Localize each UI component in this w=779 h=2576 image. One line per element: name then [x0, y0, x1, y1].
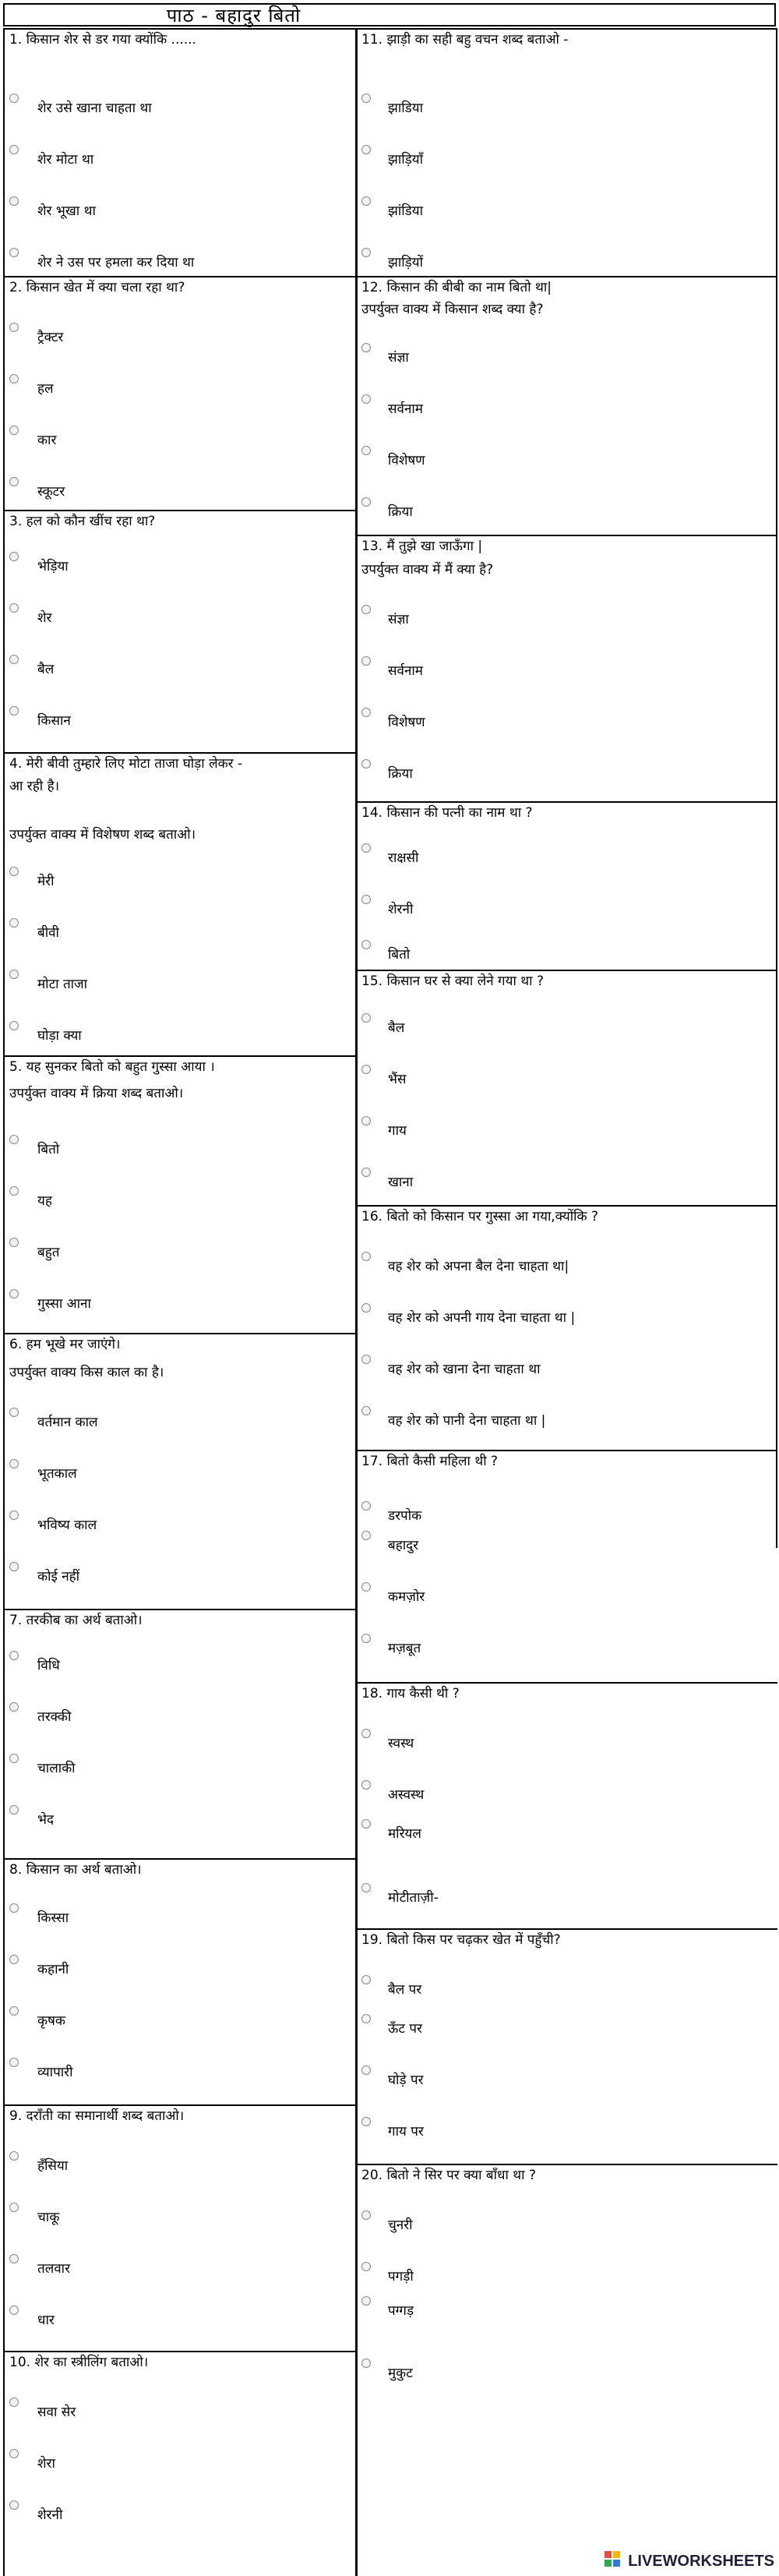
question-6-option[interactable] — [3, 1459, 346, 1482]
question-16-option[interactable] — [357, 1406, 762, 1429]
question-20-option[interactable] — [357, 2359, 762, 2382]
option-label: राक्षसी — [388, 850, 419, 866]
question-11-option[interactable] — [357, 94, 762, 117]
question-13-option[interactable] — [357, 605, 762, 628]
radio-button-icon[interactable] — [9, 1289, 19, 1299]
question-5-option[interactable] — [3, 1186, 346, 1210]
option-label: ऊँट पर — [388, 2021, 422, 2037]
question-1-text: 1. किसान शेर से डर गया क्योंकि ...... — [9, 32, 196, 48]
question-7-option[interactable] — [3, 1754, 346, 1777]
radio-button-icon[interactable] — [361, 145, 371, 154]
radio-button-icon[interactable] — [361, 1883, 371, 1892]
option-label: हल — [37, 381, 54, 397]
question-16-option[interactable] — [357, 1355, 762, 1378]
question-19-option[interactable] — [357, 2065, 762, 2089]
radio-button-icon[interactable] — [9, 2500, 19, 2510]
question-20-option[interactable] — [357, 2210, 762, 2234]
left-column — [3, 28, 355, 2576]
option-label: मज़बूत — [388, 1641, 421, 1656]
radio-button-icon[interactable] — [361, 343, 371, 352]
option-label: विधि — [37, 1658, 60, 1673]
question-3-option[interactable] — [3, 655, 346, 678]
question-4-option[interactable] — [3, 918, 346, 942]
radio-button-icon[interactable] — [361, 843, 371, 853]
question-1-option[interactable] — [3, 94, 346, 117]
question-16-option[interactable] — [357, 1303, 762, 1327]
radio-button-icon[interactable] — [361, 2262, 371, 2271]
question-separator — [3, 2104, 357, 2106]
option-label: झाड़ियाँ — [388, 152, 424, 168]
question-9-option[interactable] — [3, 2151, 346, 2175]
option-label: मरियल — [388, 1826, 421, 1842]
radio-button-icon[interactable] — [9, 1702, 19, 1712]
question-14-text: 14. किसान की पत्नी का नाम था ? — [361, 805, 533, 821]
question-10-option[interactable] — [3, 2449, 346, 2472]
radio-button-icon[interactable] — [9, 1955, 19, 1964]
radio-button-icon[interactable] — [361, 940, 371, 949]
radio-button-icon[interactable] — [9, 1754, 19, 1763]
radio-button-icon[interactable] — [361, 708, 371, 717]
option-label: भूतकाल — [37, 1466, 77, 1482]
option-label: तरक्की — [37, 1709, 72, 1725]
radio-button-icon[interactable] — [361, 497, 371, 507]
question-3-text: 3. हल को कौन खींच रहा था? — [9, 514, 156, 529]
question-9-option[interactable] — [3, 2306, 346, 2329]
radio-button-icon[interactable] — [361, 2210, 371, 2220]
question-separator — [3, 1333, 357, 1334]
option-label: स्कूटर — [37, 484, 65, 500]
radio-button-icon[interactable] — [9, 603, 19, 613]
question-19-option[interactable] — [357, 2014, 762, 2037]
question-separator — [355, 535, 777, 536]
radio-button-icon[interactable] — [361, 1501, 371, 1511]
question-separator — [355, 801, 777, 803]
question-12-option[interactable] — [357, 394, 762, 418]
question-5-option[interactable] — [3, 1289, 346, 1313]
question-15-option[interactable] — [357, 1013, 762, 1037]
question-18-option[interactable] — [357, 1729, 762, 1752]
option-label: मुकुट — [388, 2366, 413, 2381]
radio-button-icon[interactable] — [361, 1013, 371, 1023]
question-4-text: 4. मेरी बीवी तुम्हारे लिए मोटा ताजा घोड़ा लेकर - — [9, 756, 243, 772]
radio-button-icon[interactable] — [9, 2006, 19, 2016]
radio-button-icon[interactable] — [9, 1511, 19, 1520]
question-11-option[interactable] — [357, 196, 762, 220]
question-18-option[interactable] — [357, 1780, 762, 1804]
question-6-text: 6. हम भूखे मर जाएंगे। — [9, 1337, 121, 1352]
option-label: झाडिया — [388, 101, 424, 116]
option-label: कृषक — [37, 2013, 65, 2029]
radio-button-icon[interactable] — [9, 477, 19, 486]
radio-button-icon[interactable] — [361, 2065, 371, 2075]
question-14-option[interactable] — [357, 843, 762, 867]
option-label: पगड़ी — [388, 2269, 414, 2284]
question-separator — [355, 276, 777, 277]
question-13-option[interactable] — [357, 656, 762, 680]
question-17-text: 17. बितो कैसी महिला थी ? — [361, 1454, 499, 1469]
option-label: शेर — [37, 610, 52, 626]
question-6-option[interactable] — [3, 1511, 346, 1534]
radio-button-icon[interactable] — [361, 248, 371, 257]
question-separator — [355, 970, 777, 971]
option-label: संज्ञा — [388, 350, 409, 366]
option-label: मोटा ताजा — [37, 977, 88, 992]
question-7-option[interactable] — [3, 1702, 346, 1726]
option-label: वह शेर को खाना देना चाहता था — [388, 1362, 541, 1377]
option-label: झाड़ियों — [388, 255, 424, 270]
question-2-option[interactable] — [3, 426, 346, 449]
option-label: शेरनी — [37, 2507, 63, 2523]
option-label: किसान — [37, 713, 71, 729]
radio-button-icon[interactable] — [9, 145, 19, 154]
question-5-option[interactable] — [3, 1238, 346, 1261]
option-label: शेर मोटा था — [37, 152, 94, 168]
option-label: चालाकी — [37, 1761, 76, 1776]
radio-button-icon[interactable] — [9, 1135, 19, 1144]
radio-button-icon[interactable] — [361, 1065, 371, 1074]
question-20-text: 20. बितो ने सिर पर क्या बाँधा था ? — [361, 2168, 536, 2183]
question-1-option[interactable] — [3, 145, 346, 168]
question-separator — [355, 28, 777, 30]
liveworksheets-logo — [605, 2551, 774, 2571]
radio-button-icon[interactable] — [9, 2151, 19, 2161]
radio-button-icon[interactable] — [9, 1021, 19, 1030]
question-7-option[interactable] — [3, 1651, 346, 1674]
question-3-option[interactable] — [3, 706, 346, 730]
question-19-text: 19. बितो किस पर चढ़कर खेत में पहुँची? — [361, 1932, 561, 1948]
radio-button-icon[interactable] — [361, 2014, 371, 2023]
radio-button-icon[interactable] — [9, 196, 19, 206]
radio-button-icon[interactable] — [361, 196, 371, 206]
question-19-option[interactable] — [357, 1975, 762, 1998]
option-label: वह शेर को पानी देना चाहता था | — [388, 1413, 546, 1429]
option-label: गाय — [388, 1123, 407, 1139]
radio-button-icon[interactable] — [9, 2058, 19, 2067]
radio-button-icon[interactable] — [9, 2254, 19, 2263]
option-label: ट्रैक्टर — [37, 330, 64, 345]
question-7-option[interactable] — [3, 1805, 346, 1829]
question-3-option[interactable] — [3, 603, 346, 627]
option-label: शेर उसे खाना चाहता था — [37, 101, 152, 116]
question-separator — [3, 276, 357, 277]
radio-button-icon[interactable] — [361, 895, 371, 904]
radio-button-icon[interactable] — [9, 552, 19, 561]
option-label: किस्सा — [37, 1910, 69, 1926]
option-label: मेरी — [37, 874, 55, 889]
question-8-option[interactable] — [3, 2006, 346, 2030]
option-label: स्वस्थ — [388, 1736, 414, 1751]
question-8-option[interactable] — [3, 2058, 346, 2081]
question-15-option[interactable] — [357, 1065, 762, 1088]
question-separator — [3, 1858, 357, 1860]
radio-button-icon[interactable] — [9, 1238, 19, 1247]
question-19-option[interactable] — [357, 2117, 762, 2140]
question-15-text: 15. किसान घर से क्या लेने गया था ? — [361, 974, 544, 989]
question-17-option[interactable] — [357, 1531, 762, 1554]
radio-button-icon[interactable] — [361, 446, 371, 455]
question-8-text: 8. किसान का अर्थ बताओ। — [9, 1862, 142, 1878]
option-label: विशेषण — [388, 715, 425, 730]
question-4-option[interactable] — [3, 1021, 346, 1044]
question-separator — [3, 510, 357, 511]
question-4-subtext: आ रही है। — [9, 779, 60, 794]
question-12-option[interactable] — [357, 343, 762, 366]
question-18-option[interactable] — [357, 1883, 762, 1906]
option-label: सवा सेर — [37, 2405, 76, 2420]
option-label: बितो — [388, 947, 411, 963]
question-20-option[interactable] — [357, 2262, 762, 2285]
question-4-option[interactable] — [3, 970, 346, 993]
radio-button-icon[interactable] — [9, 970, 19, 979]
question-18-option[interactable] — [357, 1819, 762, 1843]
question-8-option[interactable] — [3, 1903, 346, 1927]
option-label: डरपोक — [388, 1508, 422, 1524]
option-label: वह शेर को अपनी गाय देना चाहता था | — [388, 1310, 576, 1326]
liveworksheets-logo-icon — [605, 2551, 625, 2571]
radio-button-icon[interactable] — [361, 1355, 371, 1364]
radio-button-icon[interactable] — [9, 1186, 19, 1196]
option-label: बैल — [37, 662, 55, 677]
radio-button-icon[interactable] — [361, 394, 371, 404]
option-label: धार — [37, 2313, 55, 2328]
option-label: भैंस — [388, 1072, 407, 1087]
question-2-text: 2. किसान खेत में क्या चला रहा था? — [9, 280, 185, 295]
option-label: भेड़िया — [37, 559, 69, 574]
option-label: हँसिया — [37, 2158, 69, 2174]
question-14-option[interactable] — [357, 895, 762, 918]
option-label: बहादुर — [388, 1538, 419, 1553]
question-17-option[interactable] — [357, 1582, 762, 1606]
radio-button-icon[interactable] — [9, 1805, 19, 1815]
question-9-option[interactable] — [3, 2254, 346, 2277]
question-separator — [355, 1928, 777, 1930]
option-label: घोड़े पर — [388, 2072, 424, 2088]
option-label: कहानी — [37, 1962, 69, 1977]
question-16-text: 16. बितो को किसान पर गुस्सा आ गया,क्योंकि ? — [361, 1209, 599, 1224]
question-separator — [355, 1450, 777, 1451]
radio-button-icon[interactable] — [9, 2306, 19, 2315]
question-2-option[interactable] — [3, 374, 346, 398]
option-label: तलवार — [37, 2261, 71, 2277]
radio-button-icon[interactable] — [361, 605, 371, 614]
radio-button-icon[interactable] — [9, 2398, 19, 2407]
question-13-option[interactable] — [357, 708, 762, 731]
question-3-option[interactable] — [3, 552, 346, 575]
radio-button-icon[interactable] — [361, 656, 371, 666]
question-separator — [3, 752, 357, 754]
question-2-option[interactable] — [3, 477, 346, 500]
question-15-option[interactable] — [357, 1168, 762, 1191]
question-9-text: 9. दराँती का समानार्थी शब्द बताओ। — [9, 2108, 185, 2124]
option-label: चाकू — [37, 2210, 60, 2225]
question-separator — [3, 1609, 357, 1610]
option-label: शेर भूखा था — [37, 203, 96, 219]
radio-button-icon[interactable] — [9, 1408, 19, 1417]
option-label: पग्गड़ — [388, 2303, 414, 2319]
question-13-text: 13. मैं तुझे खा जाऊँगा | — [361, 539, 483, 554]
question-18-text: 18. गाय कैसी थी ? — [361, 1686, 460, 1701]
option-label: कार — [37, 433, 57, 448]
radio-button-icon[interactable] — [9, 426, 19, 435]
question-12-option[interactable] — [357, 446, 762, 469]
question-1-option[interactable] — [3, 196, 346, 220]
question-11-text: 11. झाड़ी का सही बहु वचन शब्द बताओ - — [361, 32, 569, 48]
radio-button-icon[interactable] — [9, 2203, 19, 2212]
option-label: खाना — [388, 1175, 414, 1190]
question-9-option[interactable] — [3, 2203, 346, 2226]
option-label: वह शेर को अपना बैल देना चाहता था| — [388, 1259, 569, 1274]
page-title: पाठ - बहादुर बितो — [166, 4, 301, 27]
option-label: शेरनी — [388, 902, 414, 917]
radio-button-icon[interactable] — [361, 1819, 371, 1829]
question-separator — [355, 1682, 777, 1684]
question-17-option[interactable] — [357, 1501, 762, 1525]
radio-button-icon[interactable] — [9, 1562, 19, 1571]
option-label: विशेषण — [388, 453, 425, 468]
option-label: बहुत — [37, 1245, 60, 1260]
option-label: यह — [37, 1193, 52, 1209]
question-12-text: 12. किसान की बीबी का नाम बितो था| — [361, 280, 552, 295]
question-8-option[interactable] — [3, 1955, 346, 1978]
title-bar — [3, 3, 776, 27]
option-label: शेर ने उस पर हमला कर दिया था — [37, 255, 195, 270]
radio-button-icon[interactable] — [361, 1406, 371, 1415]
radio-button-icon[interactable] — [9, 1651, 19, 1660]
question-11-option[interactable] — [357, 145, 762, 168]
border-right — [776, 28, 777, 1548]
question-2-option[interactable] — [3, 323, 346, 346]
question-6-option[interactable] — [3, 1408, 346, 1431]
right-column — [357, 28, 776, 2576]
option-label: भविष्य काल — [37, 1518, 97, 1533]
option-label: सर्वनाम — [388, 401, 423, 417]
radio-button-icon[interactable] — [361, 1116, 371, 1125]
question-1-option[interactable] — [3, 248, 346, 271]
option-label: कोई नहीं — [37, 1569, 80, 1585]
radio-button-icon[interactable] — [361, 1634, 371, 1643]
radio-button-icon[interactable] — [361, 1780, 371, 1790]
radio-button-icon[interactable] — [9, 2449, 19, 2458]
question-6-subtext: उपर्युक्त वाक्य किस काल का है। — [9, 1365, 164, 1380]
question-16-option[interactable] — [357, 1252, 762, 1275]
question-5-text: 5. यह सुनकर बितो को बहुत गुस्सा आया । — [9, 1059, 215, 1075]
radio-button-icon[interactable] — [9, 248, 19, 257]
question-separator — [3, 1055, 357, 1057]
option-label: क्रिया — [388, 504, 413, 520]
radio-button-icon[interactable] — [9, 867, 19, 876]
option-label: सर्वनाम — [388, 663, 423, 679]
option-label: वर्तमान काल — [37, 1415, 98, 1430]
radio-button-icon[interactable] — [361, 1582, 371, 1592]
radio-button-icon[interactable] — [9, 1903, 19, 1913]
brand-name: LIVEWORKSHEETS — [628, 2552, 774, 2570]
option-label: बितो — [37, 1142, 60, 1157]
option-label: बैल — [388, 1020, 405, 1036]
radio-button-icon[interactable] — [9, 1459, 19, 1468]
radio-button-icon[interactable] — [361, 1729, 371, 1738]
radio-button-icon[interactable] — [9, 655, 19, 664]
question-13-option[interactable] — [357, 759, 762, 783]
radio-button-icon[interactable] — [361, 2296, 371, 2306]
radio-button-icon[interactable] — [361, 1531, 371, 1540]
option-label: मोटीताज़ी- — [388, 1890, 439, 1906]
option-label: क्रिया — [388, 766, 413, 782]
question-15-option[interactable] — [357, 1116, 762, 1140]
radio-button-icon[interactable] — [361, 2117, 371, 2126]
question-6-option[interactable] — [3, 1562, 346, 1585]
radio-button-icon[interactable] — [9, 918, 19, 928]
radio-button-icon[interactable] — [9, 94, 19, 103]
question-5-subtext: उपर्युक्त वाक्य में क्रिया शब्द बताओ। — [9, 1086, 184, 1101]
radio-button-icon[interactable] — [361, 1975, 371, 1984]
option-label: अस्वस्थ — [388, 1787, 425, 1803]
option-label: शेरा — [37, 2456, 55, 2472]
question-separator — [3, 28, 357, 30]
question-10-option[interactable] — [3, 2398, 346, 2421]
radio-button-icon[interactable] — [361, 1168, 371, 1177]
option-label: बैल पर — [388, 1982, 422, 1998]
question-10-text: 10. शेर का स्त्रीलिंग बताओ। — [9, 2355, 149, 2370]
radio-button-icon[interactable] — [9, 374, 19, 383]
radio-button-icon[interactable] — [9, 323, 19, 332]
question-4-option[interactable] — [3, 867, 346, 890]
question-17-option[interactable] — [357, 1634, 762, 1657]
option-label: कमज़ोर — [388, 1589, 425, 1605]
option-label: संज्ञा — [388, 612, 409, 627]
option-label: चुनरी — [388, 2217, 413, 2233]
question-5-option[interactable] — [3, 1135, 346, 1158]
radio-button-icon[interactable] — [361, 759, 371, 769]
option-label: घोड़ा क्या — [37, 1028, 82, 1044]
question-10-option[interactable] — [3, 2500, 346, 2524]
question-11-option[interactable] — [357, 248, 762, 271]
question-7-text: 7. तरकीब का अर्थ बताओ। — [9, 1613, 143, 1628]
question-4-subtext: उपर्युक्त वाक्य में विशेषण शब्द बताओ। — [9, 827, 196, 843]
radio-button-icon[interactable] — [361, 1252, 371, 1261]
question-14-option[interactable] — [357, 940, 762, 963]
question-12-option[interactable] — [357, 497, 762, 521]
radio-button-icon[interactable] — [361, 2359, 371, 2368]
radio-button-icon[interactable] — [361, 94, 371, 103]
question-separator — [355, 2164, 777, 2165]
option-label: भेद — [37, 1812, 54, 1828]
option-label: झांडिया — [388, 203, 424, 219]
option-label: गुस्सा आना — [37, 1296, 91, 1312]
question-separator — [355, 1205, 777, 1207]
question-12-subtext: उपर्युक्त वाक्य में किसान शब्द क्या है? — [361, 302, 544, 317]
radio-button-icon[interactable] — [361, 1303, 371, 1313]
radio-button-icon[interactable] — [9, 706, 19, 716]
option-label: गाय पर — [388, 2124, 424, 2140]
question-13-subtext: उपर्युक्त वाक्य में मैं क्या है? — [361, 562, 494, 578]
option-label: व्यापारी — [37, 2065, 73, 2080]
option-label: बीवी — [37, 925, 59, 941]
question-separator — [3, 2351, 357, 2352]
question-20-option[interactable] — [357, 2296, 762, 2320]
